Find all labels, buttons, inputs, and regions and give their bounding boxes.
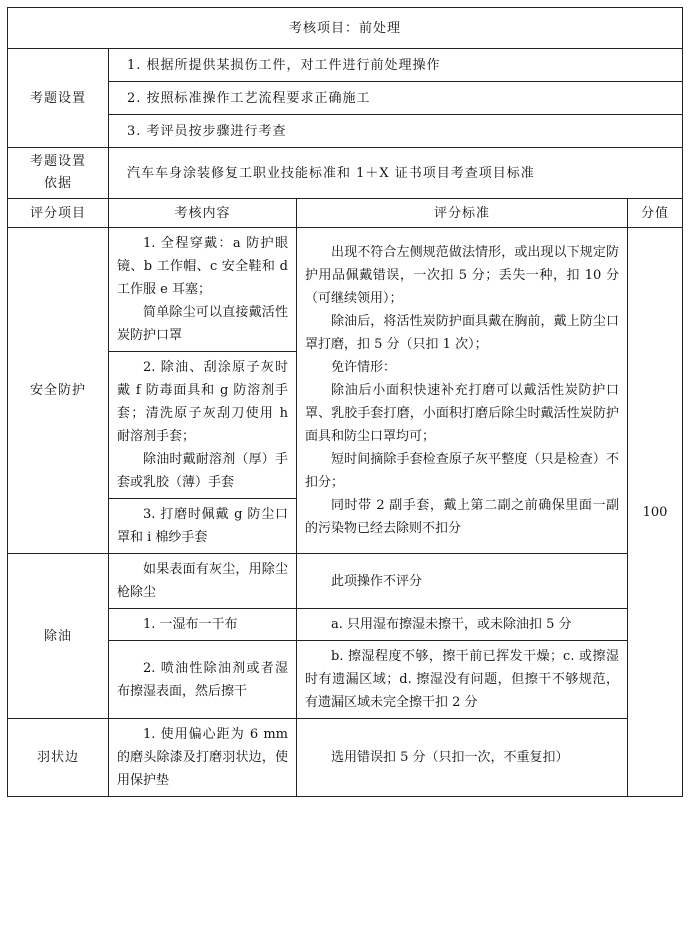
setup-item-1: 1. 根据所提供某损伤工件，对工件进行前处理操作 bbox=[109, 49, 683, 82]
degrease-standard-2-text: a. 只用湿布擦湿未擦干，或未除油扣 5 分 bbox=[331, 617, 572, 632]
safety-standard-line5: 短时间摘除手套检查原子灰平整度（只是检查）不扣分； bbox=[305, 452, 619, 490]
safety-standard-line1: 出现不符合左侧规范做法情形，或出现以下规定防护用品佩戴错误，一次扣 5 分；丢失一种，扣 10 分（可继续领用）； bbox=[305, 245, 619, 306]
degrease-standard-3-text: b. 擦湿程度不够，擦干前已挥发干燥；c. 或擦湿时有遗漏区域；d. 擦湿没有问题，但擦干不够规范，有遗漏区域未完全擦干扣 2 分 bbox=[305, 649, 619, 710]
degrease-standard-3 bbox=[297, 641, 628, 719]
header-content: 考核内容 bbox=[109, 199, 297, 228]
assessment-table bbox=[7, 7, 683, 797]
safety-content-1-line1: 1. 全程穿戴：a 防护眼镜、b 工作帽、c 安全鞋和 d 工作服 e 耳塞； bbox=[117, 236, 288, 297]
score-value: 100 bbox=[628, 228, 683, 797]
safety-standard-line4: 除油后小面积快速补充打磨可以戴活性炭防护口罩、乳胶手套打磨，小面积打磨后除尘时戴活性炭防护面具和防尘口罩均可； bbox=[305, 383, 619, 444]
degrease-standard-1-text: 此项操作不评分 bbox=[331, 573, 423, 589]
basis-text: 汽车车身涂装修复工职业技能标准和 1＋X 证书项目考查项目标准 bbox=[109, 148, 683, 199]
safety-content-3-line1: 3. 打磨时佩戴 g 防尘口罩和 i 棉纱手套 bbox=[117, 507, 288, 545]
header-score: 分值 bbox=[628, 199, 683, 228]
safety-label: 安全防护 bbox=[8, 228, 109, 554]
degrease-standard-2 bbox=[297, 609, 628, 641]
degrease-label: 除油 bbox=[8, 554, 109, 719]
basis-label-line2: 依据 bbox=[43, 176, 72, 191]
safety-content-2 bbox=[109, 352, 297, 499]
safety-standard-line2: 除油后，将活性炭防护面具戴在胸前，戴上防尘口罩打磨，扣 5 分（只扣 1 次）； bbox=[305, 314, 619, 352]
header-standard: 评分标准 bbox=[297, 199, 628, 228]
feather-content-text: 1. 使用偏心距为 6 mm 的磨头除漆及打磨羽状边，使用保护垫 bbox=[117, 727, 288, 788]
safety-content-3 bbox=[109, 499, 297, 554]
feather-label: 羽状边 bbox=[8, 719, 109, 797]
setup-item-3: 3. 考评员按步骤进行考查 bbox=[109, 115, 683, 148]
degrease-content-3 bbox=[109, 641, 297, 719]
safety-standard bbox=[297, 228, 628, 554]
safety-standard-line6: 同时带 2 副手套，戴上第二副之前确保里面一副的污染物已经去除则不扣分 bbox=[305, 498, 619, 536]
setup-label: 考题设置 bbox=[8, 49, 109, 148]
feather-content bbox=[109, 719, 297, 797]
basis-label bbox=[8, 148, 109, 199]
table-title: 考核项目：前处理 bbox=[8, 8, 683, 49]
safety-content-2-line1: 2. 除油、刮涂原子灰时戴 f 防毒面具和 g 防溶剂手套；清洗原子灰刮刀使用 h 耐溶剂手套； bbox=[117, 360, 288, 444]
header-item: 评分项目 bbox=[8, 199, 109, 228]
basis-label-line1: 考题设置 bbox=[29, 154, 86, 169]
feather-standard-text: 选用错误扣 5 分（只扣一次，不重复扣） bbox=[331, 750, 569, 765]
degrease-content-2-text: 1. 一湿布一干布 bbox=[143, 617, 238, 632]
safety-content-2-line2: 除油时戴耐溶剂（厚）手套或乳胶（薄）手套 bbox=[117, 452, 288, 490]
degrease-content-1 bbox=[109, 554, 297, 609]
feather-standard bbox=[297, 719, 628, 797]
safety-content-1-line2: 简单除尘可以直接戴活性炭防护口罩 bbox=[117, 305, 288, 343]
degrease-content-3-text: 2. 喷油性除油剂或者湿布擦湿表面，然后擦干 bbox=[117, 660, 288, 699]
safety-content-1 bbox=[109, 228, 297, 352]
setup-item-2: 2. 按照标准操作工艺流程要求正确施工 bbox=[109, 82, 683, 115]
degrease-content-1-text: 如果表面有灰尘，用除尘枪除尘 bbox=[117, 562, 288, 600]
safety-standard-line3: 免许情形： bbox=[331, 360, 397, 375]
degrease-content-2 bbox=[109, 609, 297, 641]
degrease-standard-1 bbox=[297, 554, 628, 609]
